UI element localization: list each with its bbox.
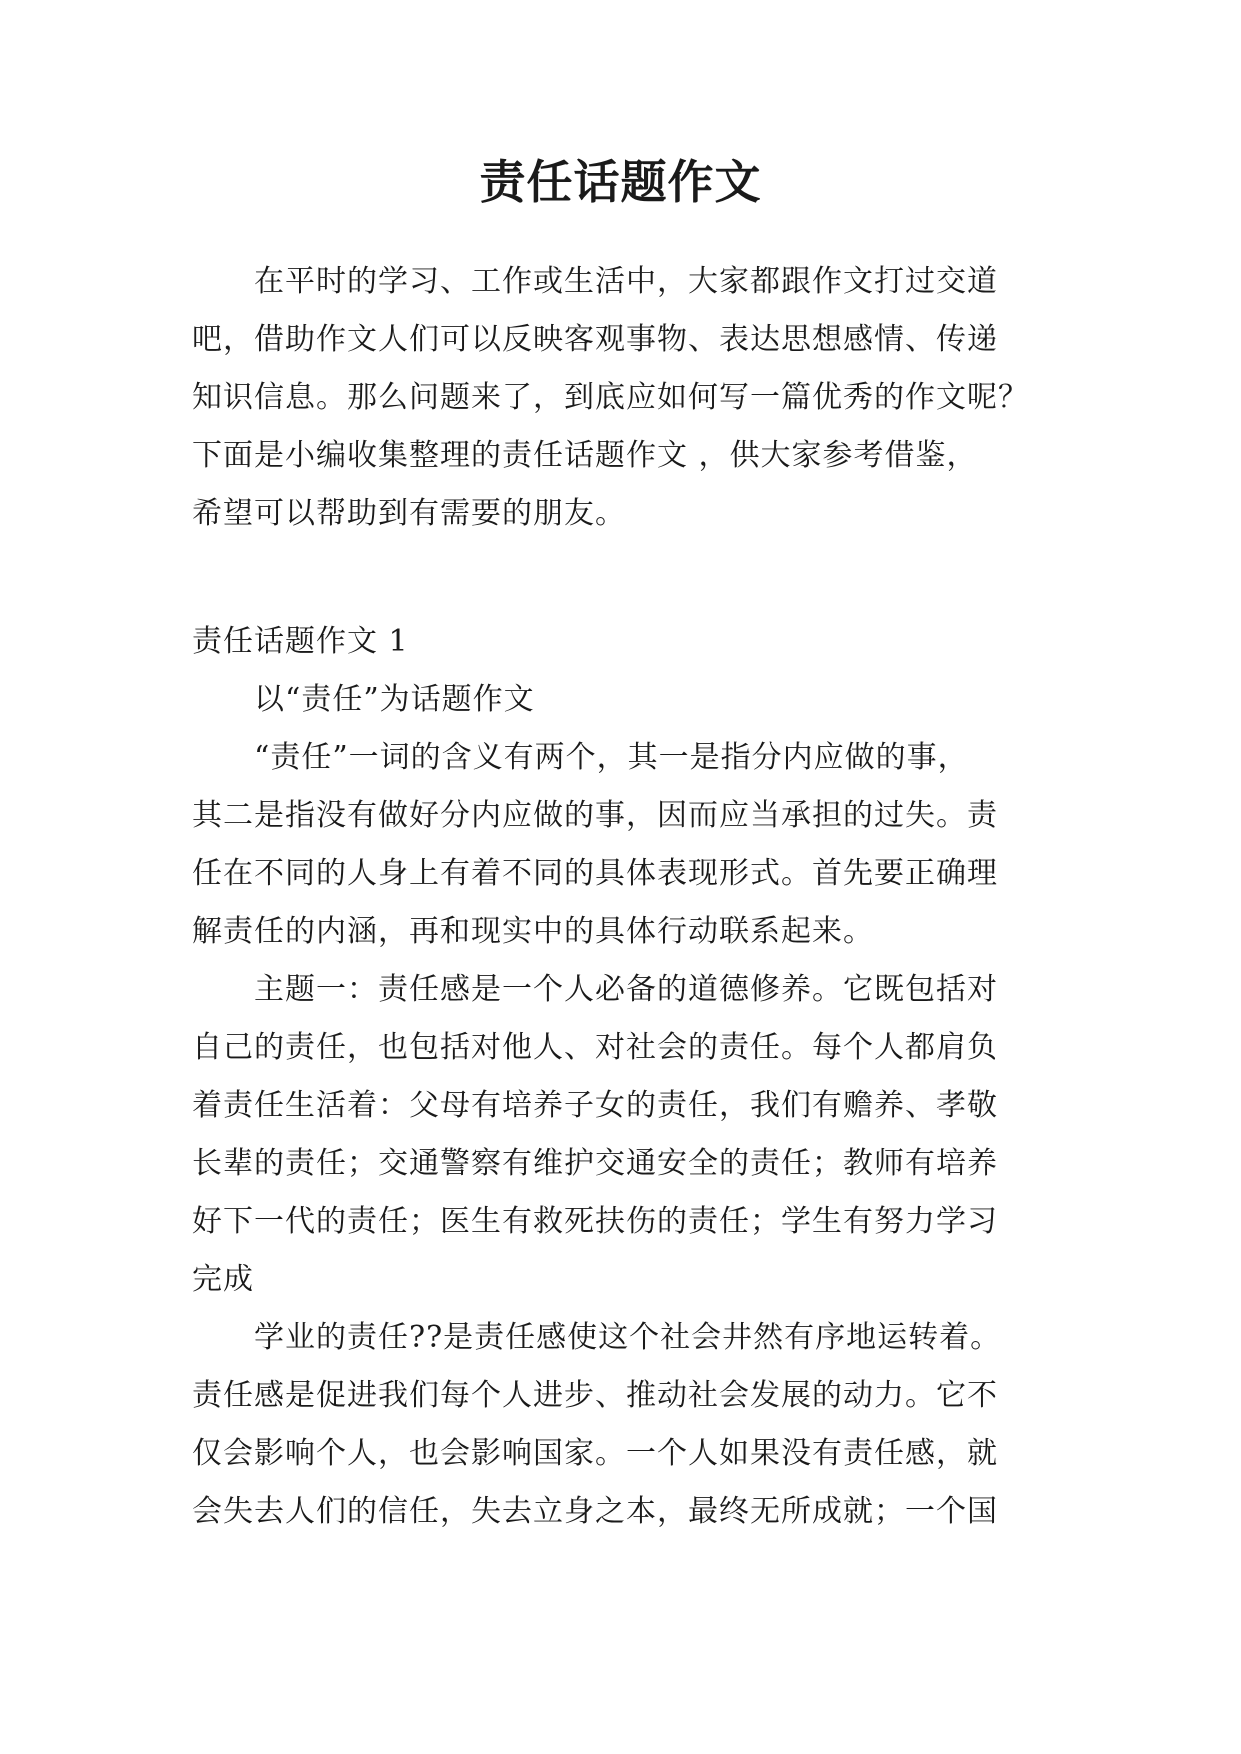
body-line: 好下一代的责任；医生有救死扶伤的责任；学生有努力学习: [192, 1204, 998, 1239]
body-line: 以“责任”为话题作文: [192, 682, 535, 717]
body-line: 主题一：责任感是一个人必备的道德修养。它既包括对: [192, 972, 998, 1007]
body-line: 仅会影响个人，也会影响国家。一个人如果没有责任感，就: [192, 1436, 998, 1471]
body-line: 任在不同的人身上有着不同的具体表现形式。首先要正确理: [192, 856, 998, 891]
body-line: 完成: [192, 1262, 254, 1297]
section-heading: [192, 613, 1064, 671]
body-line: 着责任生活着：父母有培养子女的责任，我们有赡养、孝敬: [192, 1088, 998, 1123]
intro-paragraph: [192, 253, 1064, 543]
section-body: [192, 671, 1064, 1541]
body-line: 解责任的内涵，再和现实中的具体行动联系起来。: [192, 914, 874, 949]
body-line: 责任感是促进我们每个人进步、推动社会发展的动力。它不: [192, 1378, 998, 1413]
body-line: “责任”一词的含义有两个，其一是指分内应做的事，: [192, 740, 969, 775]
body-line: 自己的责任，也包括对他人、对社会的责任。每个人都肩负: [192, 1030, 998, 1065]
document-title: 责任话题作文: [479, 155, 762, 209]
intro-line: 吧，借助作文人们可以反映客观事物、表达思想感情、传递: [192, 322, 998, 357]
intro-line: 下面是小编收集整理的责任话题作文 ，供大家参考借鉴，: [192, 438, 978, 473]
section-heading-text: 责任话题作文 1: [192, 624, 409, 659]
intro-line: 希望可以帮助到有需要的朋友。: [192, 496, 626, 531]
body-line: 学业的责任??是责任感使这个社会井然有序地运转着。: [192, 1320, 1002, 1355]
body-line: 会失去人们的信任，失去立身之本，最终无所成就；一个国: [192, 1494, 998, 1529]
body-line: 长辈的责任；交通警察有维护交通安全的责任；教师有培养: [192, 1146, 998, 1181]
intro-line: 在平时的学习、工作或生活中，大家都跟作文打过交道: [192, 264, 998, 299]
intro-line: 知识信息。那么问题来了，到底应如何写一篇优秀的作文呢？: [192, 380, 1029, 415]
body-line: 其二是指没有做好分内应做的事，因而应当承担的过失。责: [192, 798, 998, 833]
